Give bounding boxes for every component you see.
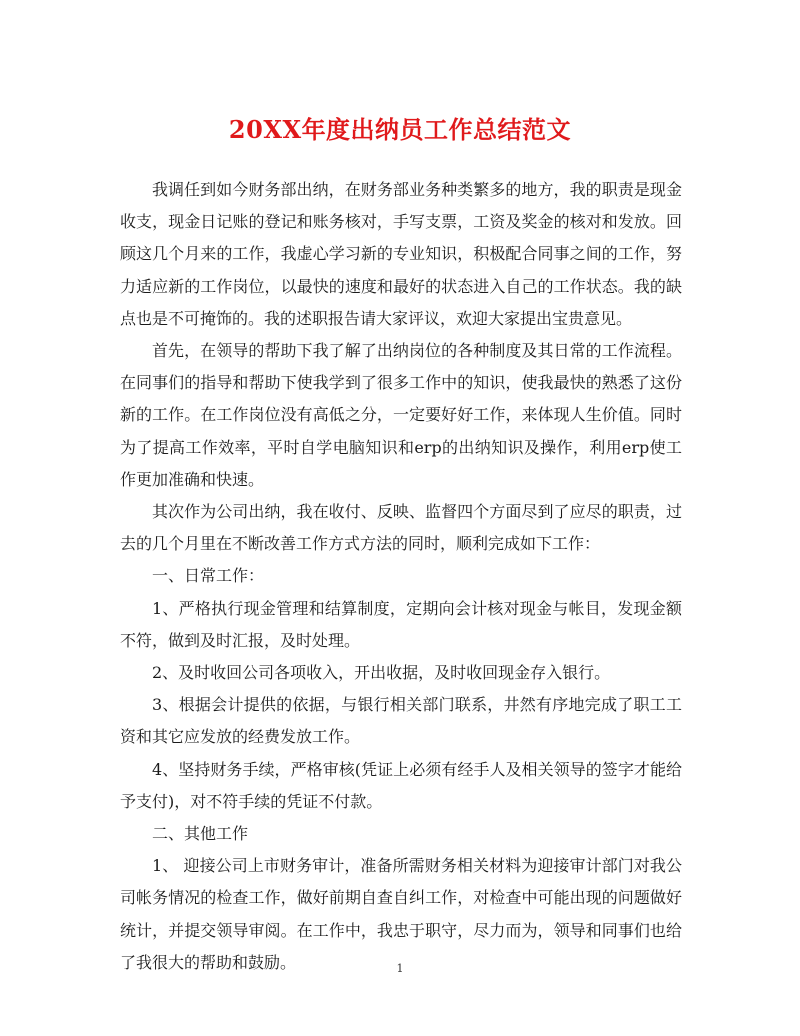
paragraph-second: 其次作为公司出纳，我在收付、反映、监督四个方面尽到了应尽的职责，过去的几个月里在不断改善工作方式方法的同时，顺利完成如下工作： bbox=[120, 502, 682, 554]
section-heading-other-work: 二、其他工作 bbox=[152, 824, 249, 844]
paragraph-first: 首先，在领导的帮助下我了解了出纳岗位的各种制度及其日常的工作流程。在同事们的指导和帮助下使我学到了很多工作中的知识，使我最快的熟悉了这份新的工作。在工作岗位没有高低之分，一定要好好工作，来体现人生价值。同时为了提高工作效率，平时自学电脑知识和erp的出纳知识及操作，利用erp使工作更加准确和快速。 bbox=[120, 341, 682, 489]
list-item-daily-3: 3、根据会计提供的依据，与银行相关部门联系，井然有序地完成了职工工资和其它应发放的经费发放工作。 bbox=[120, 695, 682, 747]
list-item-other-1: 1、 迎接公司上市财务审计，准备所需财务相关材料为迎接审计部门对我公司帐务情况的检查工作，做好前期自查自纠工作，对检查中可能出现的问题做好统计，并提交领导审阅。在工作中，我忠于职守，尽力而为，领导和同事们也给了我很大的帮助和鼓励。 bbox=[120, 856, 682, 972]
list-item-daily-1: 1、严格执行现金管理和结算制度，定期向会计核对现金与帐目，发现金额不符，做到及时汇报，及时处理。 bbox=[120, 598, 682, 650]
section-heading-daily-work: 一、日常工作： bbox=[152, 566, 265, 586]
page-number: 1 bbox=[396, 962, 404, 975]
paragraph-intro: 我调任到如今财务部出纳，在财务部业务种类繁多的地方，我的职责是现金收支，现金日记账的登记和账务核对，手写支票，工资及奖金的核对和发放。回顾这几个月来的工作，我虚心学习新的专业知识，积极配合同事之间的工作，努力适应新的工作岗位，以最快的速度和最好的状态进入自己的工作状态。我的缺点也是不可掩饰的。我的述职报告请大家评议，欢迎大家提出宝贵意见。 bbox=[120, 180, 682, 328]
document-body bbox=[120, 174, 682, 979]
list-item-daily-4: 4、坚持财务手续，严格审核(凭证上必须有经手人及相关领导的签字才能给予支付)，对不符手续的凭证不付款。 bbox=[120, 759, 682, 811]
list-item-daily-2: 2、及时收回公司各项收入，开出收据，及时收回现金存入银行。 bbox=[152, 663, 611, 683]
document-title: 20XX年度出纳员工作总结范文 bbox=[228, 115, 572, 144]
